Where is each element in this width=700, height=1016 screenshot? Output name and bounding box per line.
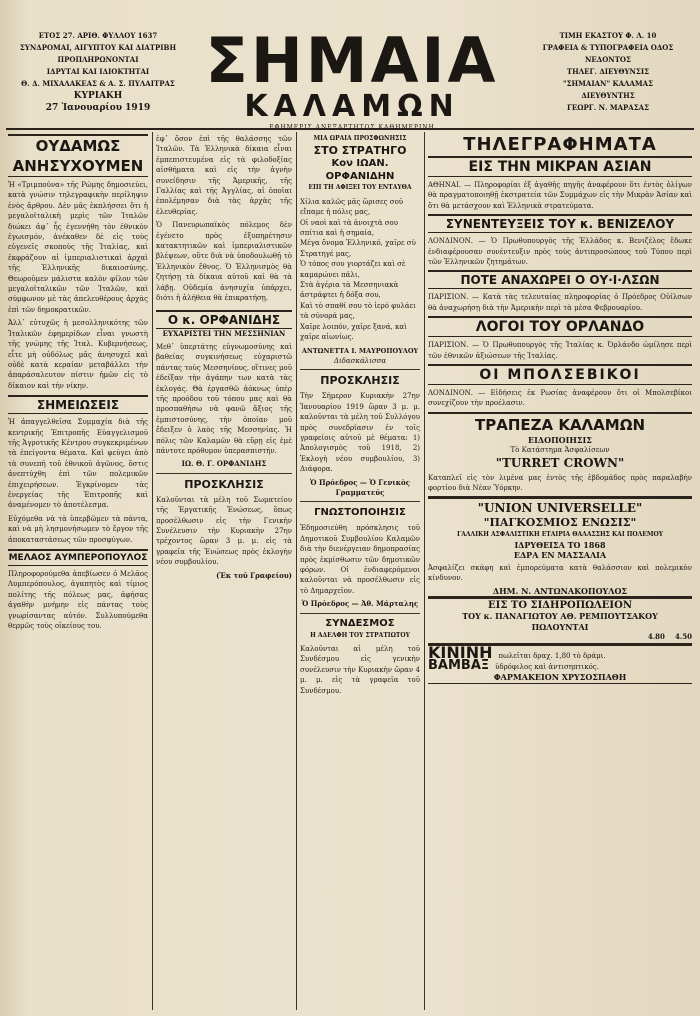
newspaper-subtitle: ΚΑΛΑΜΩΝ: [244, 89, 460, 124]
telegram-text: ΛΟΝΔΙΝΟΝ. — Εἰδήσεις ἐκ Ρωσίας ἀναφέρουν ὅτι οἱ Μπολσεβίκοι συνεχίζουν τὴν προέλασιν.: [428, 389, 692, 408]
pharmacy-ad: [428, 644, 692, 684]
vamvax-text: ὑδρόφιλος καὶ ἀντισηπτικός.: [495, 662, 599, 671]
poem-subheading: ΕΠΙ ΤΗ ΑΦΙΞΕΙ ΤΟΥ ΕΝΤΑΥΘΑ: [308, 184, 412, 192]
venizelos-headline: ΣΥΝΕΝΤΕΥΞΕΙΣ ΤΟΥ κ. ΒΕΝΙΖΕΛΟΥ: [428, 214, 692, 233]
article-body: Ἡ «Τριμπούνα» τῆς Ρώμης δημοσιεύει, κατὰ γνώσιν τηλεγραφικὴν περίληψιν ἑνὸς ἄρθρου. Δὲν μᾶς ἐκπλήσσει ὅτι ἡ μεγαλοϊταλικὴ μερὶς τῶν Ἰταλῶν διώκει ἀφ᾽ ἧς ἐγεννήθη τὸν ἐθνικὸν ἐγωισμόν, ἀνέκαθεν δὲ εἰς τοὺς εὐγενεῖς σκοποὺς τῆς Ἰταλίας, καὶ ἐκφράζουν αἱ ἰμπεριαλιστικαὶ ἀρχαὶ τῆς Ἑλληνικῆς δικαιοσύνης. Θεωροῦμεν μάλιστα καλὸν φίλον τῶν μεγαλοϊταλικῶν τῶν Ἰταλῶν, καὶ σύμφωνον μὲ τὰς ἀπελευθέρους ἀρχὰς ἐπὶ τῶν δημοκρατικῶν.: [8, 181, 148, 314]
masthead: [188, 24, 516, 131]
notes-body: Εὐχόμεθα νὰ τὰ ὑπερβῶμεν τὰ πάντα, καὶ νὰ μὴ λησμονήσωμεν τὸ ἔργον τῆς ἀποκαταστάσεως τῶν προσφύγων.: [8, 514, 148, 544]
invitation-body: Τὴν Σήμερον Κυριακὴν 27ην Ἰανουαρίου 1919 ὥραν 3 μ. μ. καλοῦνται τὰ μέλη τοῦ Συλλόγου πρὸς συνεδρίασιν ἐν τοῖς γραφείοις αὐτοῦ μὲ θέματα: 1) Ἀπολογισμὸς τοῦ 1918, 2) Ἐκλογὴ νέου συμβουλίου, 3) Διάφορα.: [300, 392, 420, 474]
telegraph-address: "ΣΗΜΑΙΑΝ" ΚΑΛΑΜΑΣ: [562, 79, 654, 88]
bank-subtitle: ΕΙΔΟΠΟΙΗΣΙΣ: [528, 434, 592, 445]
poem-heading: ΣΤΟ ΣΤΡΑΤΗΓΟ: [313, 144, 407, 158]
section-notes-title: ΣΗΜΕΙΩΣΕΙΣ: [8, 395, 148, 414]
separator: [156, 473, 292, 474]
invitation-title: ΠΡΟΣΚΛΗΣΙΣ: [320, 374, 400, 388]
headline-oudamos: ΟΥΔΑΜΩΣ ΑΝΗΣΥΧΟΥΜΕΝ: [8, 134, 148, 177]
issue-date: 27 Ἰανουαρίου 1919: [45, 103, 151, 113]
column-divider: [424, 132, 425, 1010]
separator: [300, 369, 420, 370]
ironmonger-ad: [428, 597, 692, 644]
notice-signature: Ὁ Πρόεδρος — Ἀθ. Μάρταλης: [301, 599, 419, 609]
telegrams-headline: ΤΗΛΕΓΡΑΦΗΜΑΤΑ: [463, 134, 657, 155]
ironmonger-sells: ΠΩΛΟΥΝΤΑΙ: [531, 621, 589, 632]
telegraph-label: ΤΗΛΕΓ. ΔΙΕΥΘΥΝΣΙΣ: [566, 67, 650, 76]
obituary-body: Πληροφορούμεθα ἀπεβίωσεν ὁ Μελᾶος Λυμπερόπουλος, ἀγαπητὸς καὶ τίμιος πολίτης τῆς πόλεως μας, ἀφήσας ἀγαθὴν μνήμην εἰς πάντας τοὺς γνωρίσαντας αὐτόν. Συλλυπούμεθα θερμῶς τοὺς οἰκείους του.: [8, 570, 148, 631]
column-1: [8, 134, 148, 1010]
invitation-title: ΠΡΟΣΚΛΗΣΙΣ: [184, 477, 264, 491]
orfanidis-title: Ο κ. ΟΡΦΑΝΙΔΗΣ: [156, 310, 292, 329]
union-agent: ΔΗΜ. Ν. ΑΝΤΩΝΑΚΟΠΟΥΛΟΣ: [492, 585, 628, 596]
association-title: ΣΥΝΔΕΣΜΟΣ: [325, 617, 395, 629]
price: ΤΙΜΗ ΕΚΑΣΤΟΥ Φ. Λ. 10: [559, 31, 657, 40]
poet-name: ΑΝΤΩΝΕΤΤΑ Ι. ΜΑΥΡΟΠΟΥΛΟΥ: [301, 346, 419, 355]
obituary-title: ΜΕΛΑΟΣ ΑΥΜΠΕΡΟΠΟΥΛΟΣ: [8, 549, 148, 566]
union-description: ΓΑΛΛΙΚΗ ΑΣΦΑΛΙΣΤΙΚΗ ΕΤΑΙΡΙΑ ΘΑΛΑΣΣΗΣ ΚΑΙ ΠΟΛΕΜΟΥ: [456, 530, 663, 538]
orfanidis-letter: Μεθ᾽ ὑπερτάτης εὐγνωμοσύνης καὶ βαθείας συγκινήσεως εὐχαριστῶ πάντας τοὺς Μεσσηνίους, οἵτινες μοῦ ἐδείξαν τὴν ἀγάπην των κατὰ τὰς ἐκλογάς. Θὰ ἐργασθῶ ἀόκνως ὑπὲρ τῆς προόδου τοῦ τόπου μας καὶ θὰ προσπαθήσω νὰ φανῶ ἄξιος τῆς ἐμπιστοσύνης, τὴν ὁποίαν μοῦ ἔδειξεν ὁ λαὸς τῆς Μεσσηνίας. Ἡ πόλις τῶν Καλαμῶν θὰ εὕρῃ εἰς ἐμὲ πάντοτε πρόθυμον ὑπερασπιστήν.: [156, 342, 292, 455]
column-divider: [296, 132, 297, 1010]
union-title-greek: "ΠΑΓΚΟΣΜΙΟΣ ΕΝΩΣΙΣ": [483, 515, 637, 529]
header-rule: [6, 128, 694, 130]
notice-body: Ἐδημοσιεύθη πρόσκλησις τοῦ Δημοτικοῦ Συμβουλίου Καλαμῶν διὰ τὴν διενέργειαν δημοπρασίας πρὸς ἐκμίσθωσιν τῶν δημοτικῶν φόρων. Οἱ ἐνδιαφερόμενοι καλοῦνται νὰ προσέλθωσιν εἰς τὸ Δημαρχεῖον.: [300, 524, 420, 595]
kinini-text: πωλεῖται δραχ. 1,80 τὸ δράμι.: [498, 651, 606, 660]
union-founded: ΙΔΡΥΘΕΙΣΑ ΤΟ 1868: [514, 539, 606, 550]
issue-day: ΚΥΡΙΑΚΗ: [73, 91, 123, 101]
column-divider: [152, 132, 153, 1010]
insurance-ad: [428, 497, 692, 597]
telegram-text: ΛΟΝΔΙΝΟΝ. — Ὁ Πρωθυπουργὸς τῆς Ἑλλάδος κ. Βενιζέλος ἔδωκε ἐνδιαφέρουσαν συνέντευξιν πρὸς τοὺς ἀντιπροσώπους τοῦ Τύπου περὶ τῶν Ἑλληνικῶν ζητημάτων.: [428, 237, 692, 267]
bolsheviks-headline: ΟΙ ΜΠΟΛΣΕΒΙΚΟΙ: [428, 364, 692, 385]
telegram-text: ΠΑΡΙΣΙΟΝ. — Κατὰ τὰς τελευταίας πληροφορίας ὁ Πρόεδρος Οὐίλσων θὰ ἀναχωρήσῃ διὰ τὴν Ἀμερικὴν περὶ τὰ μέσα Φεβρουαρίου.: [428, 293, 692, 312]
director-label: ΔΙΕΥΘΥΝΤΗΣ: [581, 91, 635, 100]
subscription-info: ΣΥΝΔΡΟΜΑΙ, ΑΙΓΥΠΤΟΥ ΚΑΙ ΔΙΑΤΡΙΒΗ: [19, 43, 177, 52]
owners-names: Θ. Δ. ΜΙΧΑΛΑΚΕΑΣ & Α. Σ. ΠΥΛΑΙΤΡΑΣ: [21, 79, 175, 88]
founders-label: ΙΔΡΥΤΑΙ ΚΑΙ ΙΔΙΟΚΤΗΤΑΙ: [46, 67, 150, 76]
price-value: 4.80: [647, 632, 665, 642]
notice-title: ΓΝΩΣΤΟΠΟΙΗΣΙΣ: [314, 507, 406, 519]
telegram-text: ΑΘΗΝΑΙ. — Πληροφορίαι ἐξ ἀγαθῆς πηγῆς ἀναφέρουν ὅτι ἐντὸς ὀλίγων θὰ πραγματοποιηθῇ ἐκστρατεία τῶν Συμμάχων εἰς τὴν Μικρὰν Ἀσίαν καὶ ὅτι θὰ μετάσχουν καὶ Ἑλληνικὰ στρατεύματα.: [428, 181, 692, 210]
separator: [300, 501, 420, 502]
article-continuation: Ὁ Πανευρωπαϊκὸς πόλεμος δὲν ἐγένετο πρὸς ἐξυπηρέτησιν κατακτητικῶν καὶ ἰμπεριαλιστικῶν βλέψεων, οὔτε διὰ νὰ ὑποδουλωθῇ τὸ Ἑλληνικὸν ἔθνος. Ὁ Ἑλληνισμὸς θὰ ζητήσῃ τὰ δίκαια αὐτοῦ καὶ θὰ τὰ λάβῃ. Οὐδεμία ἀνησυχία ὑπάρχει, διότι ἡ ἀλήθεια θὰ ἐπικρατήσῃ.: [156, 221, 292, 303]
association-subtitle: Η ΑΔΕΛΦΗ ΤΟΥ ΣΤΡΑΤΙΩΤΟΥ: [310, 631, 410, 639]
offices: ΓΡΑΦΕΙΑ & ΤΥΠΟΓΡΑΦΕΙΑ ΟΔΟΣ ΝΕΔΟΝΤΟΣ: [542, 43, 674, 64]
wilson-headline: ΠΟΤΕ ΑΝΑΧΩΡΕΙ Ο ΟΥ·Ι·ΛΣΩΝ: [428, 270, 692, 289]
column-4: [428, 134, 692, 1010]
kinini-title: ΚΙΝΙΝΗ: [428, 642, 493, 662]
pharmacy-name: ΦΑΡΜΑΚΕΙΟΝ ΧΡΥΣΟΣΠΑΘΗ: [493, 672, 627, 683]
invitation-body: Καλοῦνται τὰ μέλη τοῦ Σωματείου τῆς Ἐργατικῆς Ἑνώσεως, ὅπως προσέλθωσιν εἰς τὴν Γενικὴν Συνέλευσιν τὴν Κυριακὴν 27ην τρέχοντος ὥραν 3 μ. μ. εἰς τὰ γραφεῖα τῆς Ἑνώσεως πρὸς ἐκλογὴν νέου συμβουλίου.: [156, 495, 292, 567]
poem-text: Χίλια καλῶς μᾶς ὥρισες σοῦ εἴπαμε ἡ πόλις μας, Οἱ ναοὶ καὶ τὰ ἀνοιχτὰ σου σπίτια καὶ ἡ σημαία, Μέγα ὄνομα Ἑλληνικό, χαῖρε σὺ Στρατηγέ μας, Ὁ τόπος σου γιορτάζει καὶ σὲ καμαρώνει πάλι, Στὰ ἀγέρια τὰ Μεσσηνιακὰ ἀστράφτει ἡ δόξα σου, Καὶ τὸ σπαθί σου τὸ ἱερό φυλάει τὰ σύνορά μας, Χαῖρε λοιπόν, χαῖρε ξανά, καὶ χαῖρε αἰωνίως.: [300, 197, 416, 342]
bank-text: Τὸ Κατάστημα Ἀσφαλίσεων: [510, 446, 610, 455]
column-2: [156, 134, 292, 1010]
notes-body: Ἡ ἀπαγγελθεῖσα Συμμαχία διὰ τῆς κεντρικῆς Ἐπιτροπῆς Εὐαγγελισμοῦ τῆς Ἀγροτικῆς Κέντρου συγκεκριμένων τὰ ἐπείγοντα θέματα. Καὶ φεύγει ἀπὸ τὰ συνεπῆ τοῦ ἐθνικοῦ ἀγῶνος, ὅστις ἀνεπτύχθη ἐπὶ τῶν πολεμικῶν ἐπιχειρήσεων. Ἐγκρίνομεν τὰς ἐνεργείας τῆς Ἐπιτροπῆς καὶ ἀναμένομεν τὸ ἀποτέλεσμα.: [8, 418, 148, 510]
ironmonger-owner: ΤΟΥ κ. ΠΑΝΑΓΙΩΤΟΥ ΑΘ. ΡΕΜΠΟΥΤΣΑΚΟΥ: [462, 611, 658, 622]
vamvax-line: [428, 657, 692, 673]
turret-crown: "TURRET CROWN": [495, 455, 625, 470]
article-body: Ἀλλ᾽ εὐτυχῶς ἡ μεσολληνικότης τῶν Ἰταλικῶν ἐφημερίδων εἶναι γνωστὴ τῆς γνώμης τῆς Ἰταλ. Κυβερνήσεως, εἶτε μὴ οὐδόλως μᾶς ἀνησυχεῖ καὶ οὐδὲ κατὰ κεραίαν μεταβάλλει τὴν ἀπαράσαλευτον πίστιν ἡμῶν εἰς τὸ δίκαιον καὶ τὴν νίκην.: [8, 319, 148, 390]
ironmonger-title: ΕΙΣ ΤΟ ΣΙΔΗΡΟΠΩΛΕΙΟΝ: [488, 599, 632, 611]
union-text: Ἀσφαλίζει σκάφη καὶ ἐμπορεύματα κατὰ θαλάσσιον καὶ πολεμικὸν κίνδυνον.: [428, 563, 692, 583]
telegram-text: ΠΑΡΙΣΙΟΝ. — Ὁ Πρωθυπουργὸς τῆς Ἰταλίας κ. Ὀρλάνδο ὡμίλησε περὶ τῶν ἐθνικῶν ἀξιώσεων τῆς Ἰταλίας.: [428, 341, 692, 360]
newspaper-title: ΣΗΜΑΙΑ: [205, 24, 499, 97]
orfanidis-subtitle: ΕΥΧΑΡΙΣΤΕΙ ΤΗΝ ΜΕΣΣΗΝΙΑΝ: [162, 328, 286, 338]
telegrams-subheadline: ΕΙΣ ΤΗΝ ΜΙΚΡΑΝ ΑΣΙΑΝ: [428, 156, 692, 177]
bank-title: ΤΡΑΠΕΖΑ ΚΑΛΑΜΩΝ: [474, 415, 646, 434]
invitation-signature: Ὁ Πρόεδρος — Ὁ Γενικὸς Γραμματεύς: [310, 477, 410, 497]
poem-heading: Κον ΙΩΑΝ. ΟΡΦΑΝΙΔΗΝ: [325, 158, 395, 183]
price-list: [428, 632, 692, 642]
header-right-info: [524, 30, 692, 114]
vamvax-title: ΒΑΜΒΑΞ: [428, 657, 490, 673]
orlando-headline: ΛΟΓΟΙ ΤΟΥ ΟΡΛΑΝΔΟ: [428, 316, 692, 337]
orfanidis-signature: ΙΩ. Θ. Γ. ΟΡΦΑΝΙΔΗΣ: [181, 459, 267, 469]
column-3: [300, 134, 420, 1010]
separator: [300, 613, 420, 614]
header-left-info: [8, 30, 188, 114]
article-continuation: ἐφ᾽ ὅσον ἐπὶ τῆς θαλάσσης τῶν Ἰταλῶν. Τὰ Ἑλληνικὰ δίκαια εἶναι ἐμπεπιστευμένα εἰς τὰ φιλοδοξίας αἰσθήματα καὶ εἰς τὴν ἁγνὴν συνείδησιν τῆς Ἀμερικῆς, τῆς Γαλλίας καὶ τῆς Ἀγγλίας, αἱ ὁποῖαι ἐπολέμησαν διὰ τὰς ἀρχὰς τῆς ἐλευθερίας.: [156, 135, 292, 216]
poet-title: Διδασκάλισσα: [333, 356, 387, 365]
bank-ad: [428, 412, 692, 497]
director-name: ΓΕΩΡΓ. Ν. ΜΑΡΑΣΑΣ: [566, 103, 650, 112]
issue-number: ΕΤΟΣ 27. ΑΡΙΘ. ΦΥΛΛΟΥ 1637: [38, 31, 158, 40]
invitation-signature: (Ἐκ τοῦ Γραφείου): [216, 570, 292, 580]
turret-text: Καταπλεῖ εἰς τὸν λιμένα μας ἐντὸς τῆς ἑβδομάδος πρὸς παραλαβὴν φορτίου διὰ Νέαν Ὑόρκην.: [428, 473, 692, 493]
association-body: Καλοῦνται αἱ μέλη τοῦ Συνδέσμου εἰς γενικὴν συνέλευσιν τὴν Κυριακὴν ὥραν 4 μ. μ. εἰς τὰ γραφεῖα τοῦ Συνδέσμου.: [300, 645, 420, 695]
price-value: 4.50: [674, 632, 692, 642]
union-title: "UNION UNIVERSELLE": [477, 500, 643, 515]
prepaid-note: ΠΡΟΠΛΗΡΩΝΟΝΤΑΙ: [57, 55, 139, 64]
poem-kicker: ΜΙΑ ΩΡΑΙΑ ΠΡΟΣΦΩΝΗΣΙΣ: [313, 135, 407, 142]
union-seat: ΕΔΡΑ ΕΝ ΜΑΣΣΑΛΙΑ: [513, 550, 607, 561]
